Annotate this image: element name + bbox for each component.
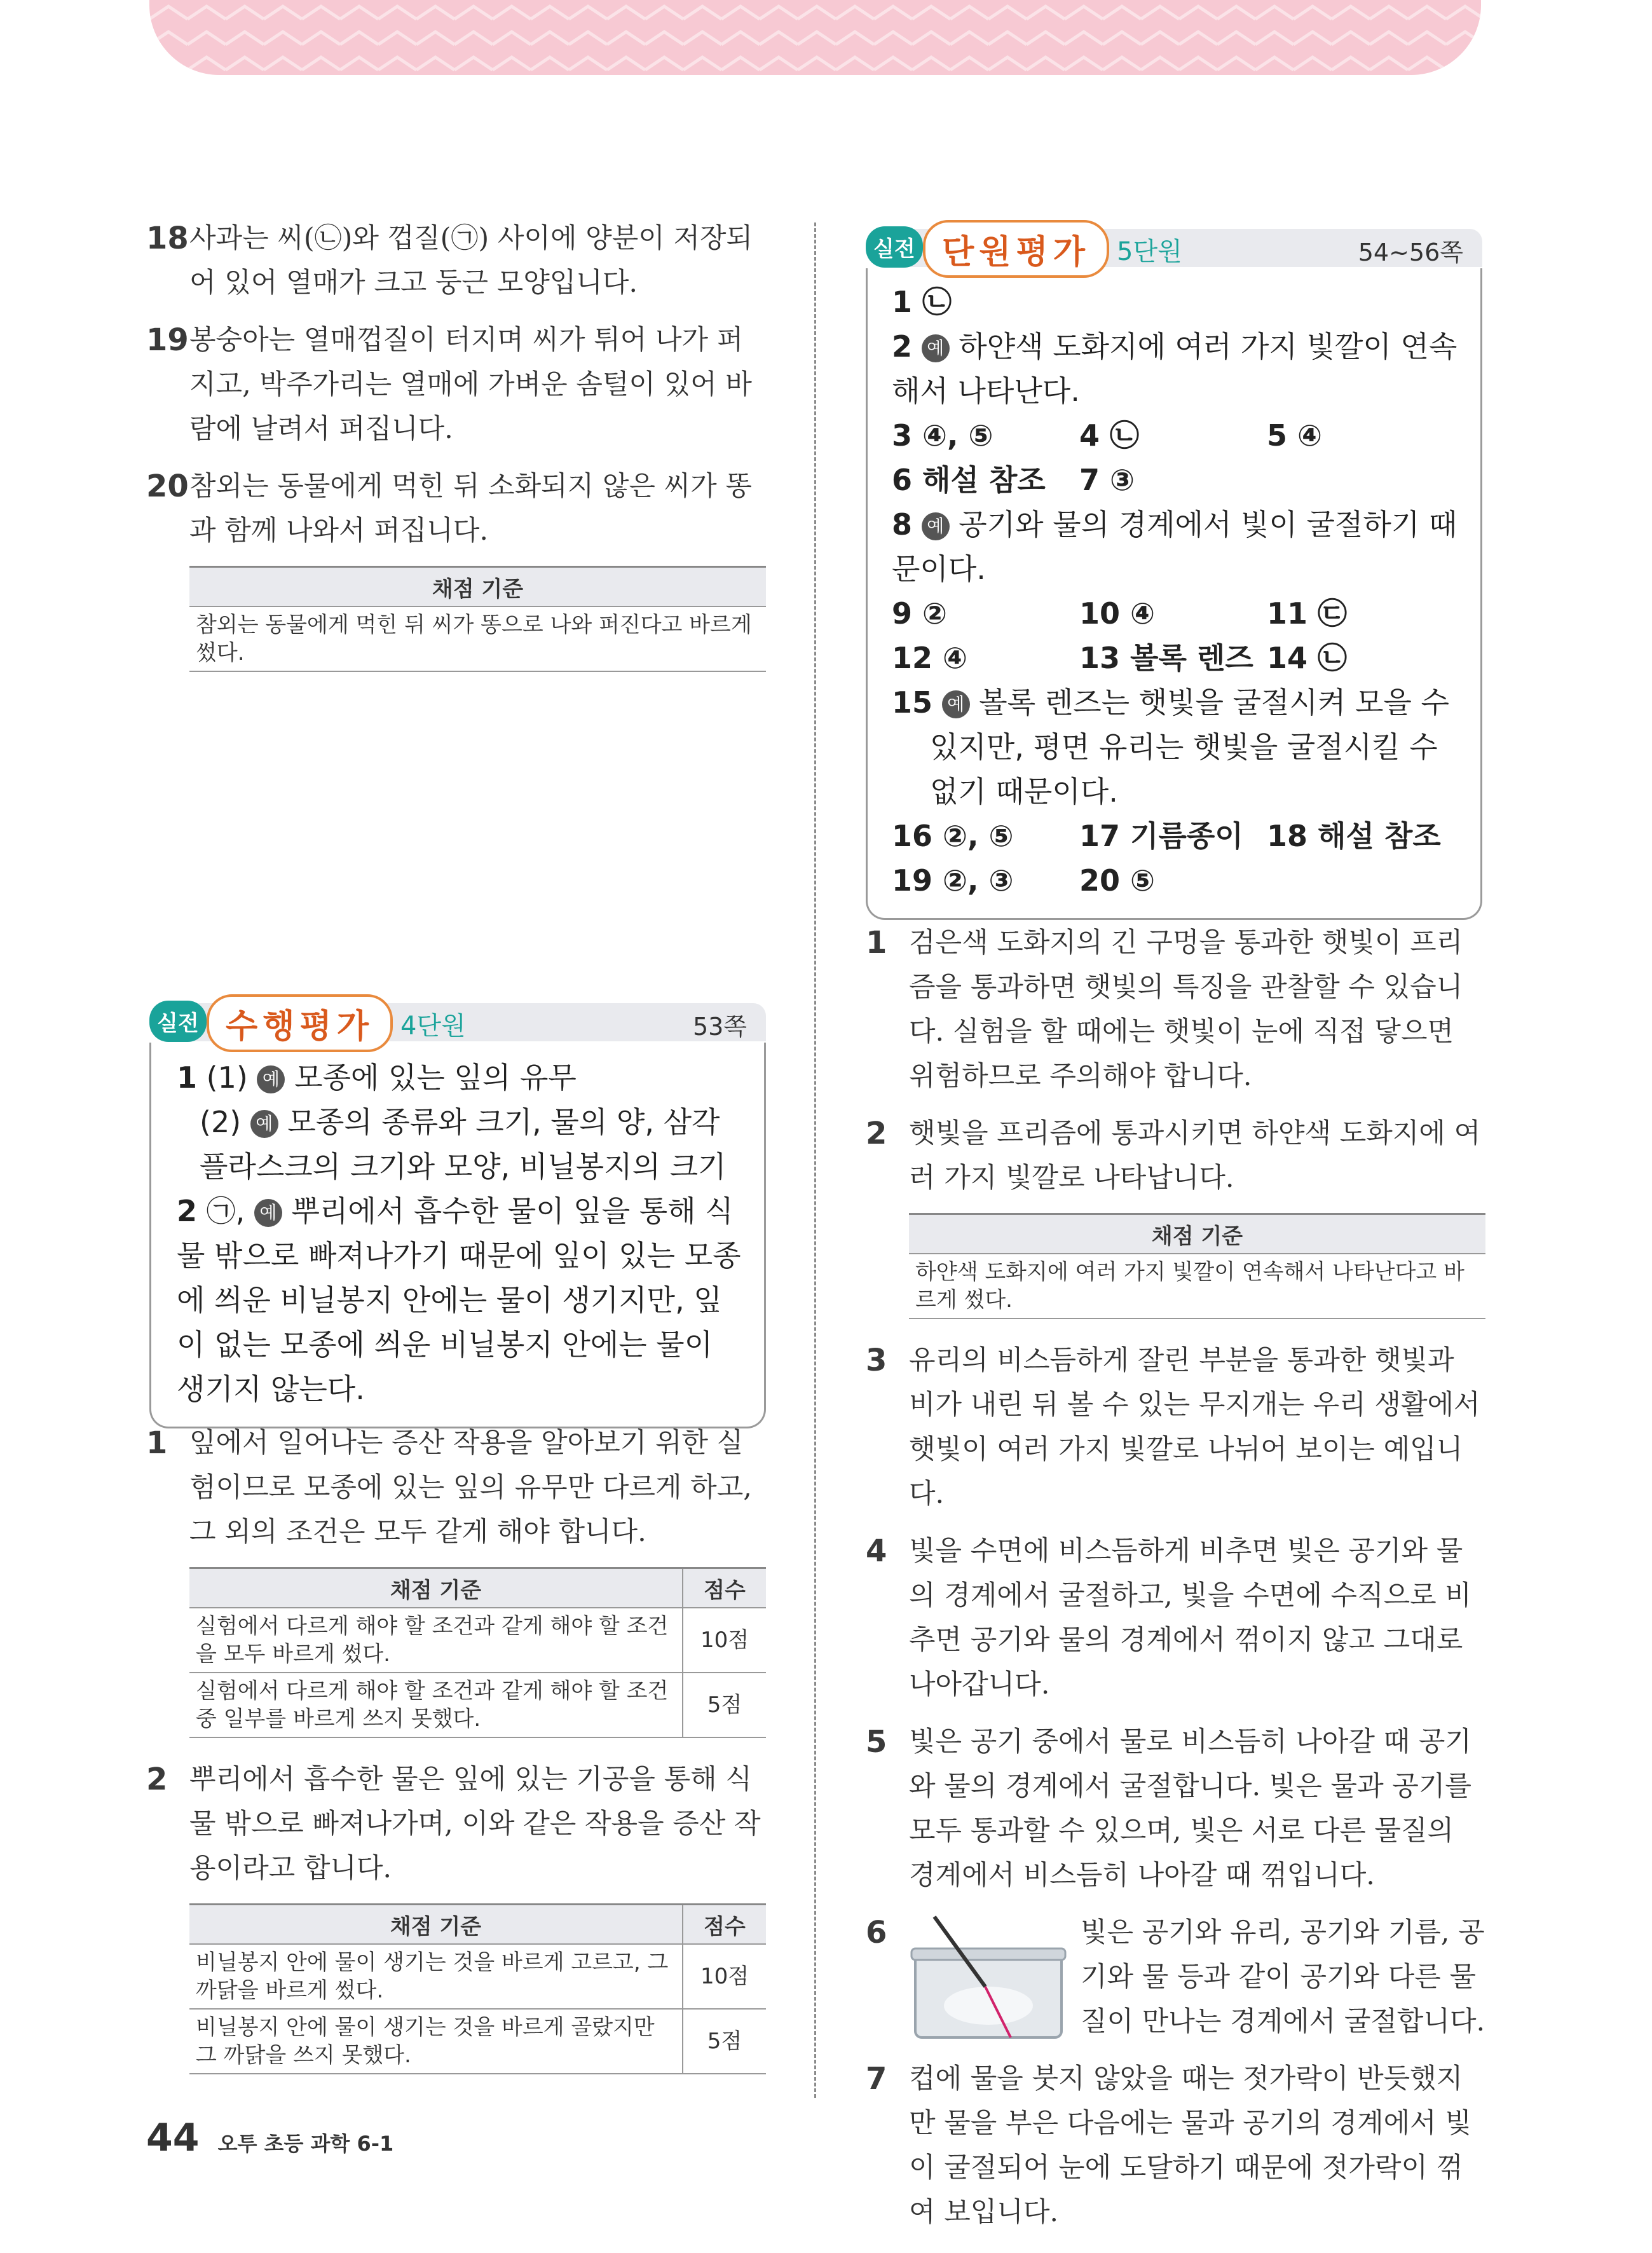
right-column-explanations xyxy=(866,921,1485,2247)
explanation-5 xyxy=(866,1720,1485,1898)
item-number: 6 xyxy=(866,1915,887,1950)
box-header xyxy=(866,224,1482,271)
example-badge: 예 xyxy=(250,1110,278,1138)
answer-text: 볼록 렌즈는 햇빛을 굴절시켜 모을 수 있지만, 평면 유리는 햇빛을 굴절시킬 수 없기 때문이다. xyxy=(930,685,1449,809)
criteria-table-20 xyxy=(189,566,766,672)
answer: 7 ③ xyxy=(1079,463,1135,497)
answer: 9 ② xyxy=(892,596,947,631)
answer: 5 ④ xyxy=(1267,418,1322,453)
score: 10점 xyxy=(683,1608,766,1673)
page-number: 44 xyxy=(146,2116,200,2160)
box-title: 수행평가 xyxy=(207,994,393,1052)
explanation-1 xyxy=(866,921,1485,1099)
criteria-text: 실험에서 다르게 해야 할 조건과 같게 해야 할 조건을 모두 바르게 썼다. xyxy=(189,1608,683,1673)
score-header: 점수 xyxy=(683,1905,766,1945)
criteria-header: 채점 기준 xyxy=(189,1568,683,1608)
answer-number: 2 xyxy=(177,1194,198,1228)
item-number: 4 xyxy=(866,1533,887,1569)
example-badge: 예 xyxy=(922,512,950,540)
criteria-table-2 xyxy=(189,1903,766,2074)
criteria-header: 채점 기준 xyxy=(909,1214,1485,1254)
criteria-text: 실험에서 다르게 해야 할 조건과 같게 해야 할 조건 중 일부를 바르게 쓰지 못했다. xyxy=(189,1673,683,1737)
score: 5점 xyxy=(683,1673,766,1737)
explanation-7 xyxy=(866,2057,1485,2235)
item-text: 사과는 씨(㉡)와 껍질(㉠) 사이에 양분이 저장되어 있어 열매가 크고 둥근 모양입니다. xyxy=(189,223,753,299)
answer-text: 공기와 물의 경계에서 빛이 굴절하기 때문이다. xyxy=(892,507,1457,586)
example-badge: 예 xyxy=(942,690,970,718)
item-text: 뿌리에서 흡수한 물은 잎에 있는 기공을 통해 식물 밖으로 빠져나가며, 이와 같은 작용을 증산 작용이라고 합니다. xyxy=(189,1763,761,1884)
column-divider xyxy=(814,223,816,2098)
explanation-6 xyxy=(866,1910,1485,2044)
experiment-illustration xyxy=(909,1910,1068,2044)
answer-row xyxy=(892,858,1461,903)
book-title: 오투 초등 과학 6-1 xyxy=(217,2132,394,2156)
page-range: 53쪽 xyxy=(692,1013,747,1041)
item-text: 햇빛을 프리즘에 통과시키면 하얀색 도화지에 여러 가지 빛깔로 나타납니다. xyxy=(909,1118,1481,1194)
item-text: 유리의 비스듬하게 잘린 부분을 통과한 햇빛과 비가 내린 뒤 볼 수 있는 무지개는 우리 생활에서 햇빛이 여러 가지 빛깔로 나뉘어 보이는 예입니다. xyxy=(909,1345,1480,1510)
page-footer xyxy=(146,2116,393,2160)
criteria-table-2 xyxy=(909,1213,1485,1319)
item-number: 2 xyxy=(866,1116,887,1151)
answer-row xyxy=(892,280,1461,324)
answer-row xyxy=(892,636,1461,680)
unit-label: 5단원 xyxy=(1117,237,1182,266)
item-text: 빛은 공기와 유리, 공기와 기름, 공기와 물 등과 같이 공기와 다른 물질이 만나는 경계에서 굴절합니다. xyxy=(1081,1917,1485,2037)
box-body xyxy=(149,1043,766,1428)
sub-label: (1) xyxy=(206,1060,248,1095)
criteria-text: 참외는 동물에게 먹힌 뒤 씨가 똥으로 나와 퍼진다고 바르게 썼다. xyxy=(189,606,766,671)
item-text: 봉숭아는 열매껍질이 터지며 씨가 튀어 나가 퍼지고, 박주가리는 열매에 가벼운 솜털이 있어 바람에 날려서 퍼집니다. xyxy=(189,324,752,445)
answer-row xyxy=(892,324,1461,413)
criteria-header: 채점 기준 xyxy=(189,567,766,607)
score-header: 점수 xyxy=(683,1568,766,1608)
performance-assessment-box xyxy=(149,998,766,1428)
explanation-2 xyxy=(146,1757,766,1891)
explanation-2 xyxy=(866,1111,1485,1200)
item-text: 컵에 물을 붓지 않았을 때는 젓가락이 반듯했지만 물을 부은 다음에는 물과 공기의 경계에서 빛이 굴절되어 눈에 도달하기 때문에 젓가락이 꺾여 보입니다. xyxy=(909,2063,1471,2228)
answer-20 xyxy=(146,464,766,553)
left-column-bottom xyxy=(146,1421,766,2093)
item-number: 2 xyxy=(146,1762,168,1797)
answer: 1 ㉡ xyxy=(892,285,952,319)
item-number: 7 xyxy=(866,2061,887,2097)
answer-text: 하얀색 도화지에 여러 가지 빛깔이 연속해서 나타난다. xyxy=(892,329,1457,408)
answer-text: 모종에 있는 잎의 유무 xyxy=(294,1060,577,1095)
answer: 20 ⑤ xyxy=(1079,863,1155,898)
criteria-text: 비닐봉지 안에 물이 생기는 것을 바르게 고르고, 그 까닭을 바르게 썼다. xyxy=(189,1944,683,2009)
answer: 12 ④ xyxy=(892,641,967,675)
item-text: 참외는 동물에게 먹힌 뒤 소화되지 않은 씨가 똥과 함께 나와서 퍼집니다. xyxy=(189,470,752,547)
item-number: 19 xyxy=(146,322,189,358)
answer-row xyxy=(892,458,1461,502)
answer-number: 15 xyxy=(892,685,933,720)
explanation-4 xyxy=(866,1529,1485,1707)
answer: 17 기름종이 xyxy=(1079,819,1243,853)
top-banner xyxy=(149,0,1481,75)
item-number: 20 xyxy=(146,469,189,504)
answer-row xyxy=(892,591,1461,636)
zigzag-pattern xyxy=(149,0,1481,75)
score: 5점 xyxy=(683,2009,766,2074)
criteria-text: 비닐봉지 안에 물이 생기는 것을 바르게 골랐지만 그 까닭을 쓰지 못했다. xyxy=(189,2009,683,2074)
answer: 10 ④ xyxy=(1079,596,1155,631)
answer-number: 8 xyxy=(892,507,913,542)
box-header xyxy=(149,998,766,1046)
answer: 6 해설 참조 xyxy=(892,463,1046,497)
perf-answer-1-1 xyxy=(177,1055,745,1100)
sub-label: (2) xyxy=(200,1105,242,1139)
answer-row xyxy=(892,814,1461,858)
box-title: 단원평가 xyxy=(923,220,1109,278)
example-badge: 예 xyxy=(922,334,950,362)
answer: 18 해설 참조 xyxy=(1267,819,1441,853)
score: 10점 xyxy=(683,1944,766,2009)
item-text: 빛을 수면에 비스듬하게 비추면 빛은 공기와 물의 경계에서 굴절하고, 빛을 수면에 수직으로 비추면 공기와 물의 경계에서 꺾이지 않고 그대로 나아갑니다. xyxy=(909,1535,1471,1701)
left-column xyxy=(146,216,766,691)
answer-text: 모종의 종류와 크기, 물의 양, 삼각 플라스크의 크기와 모양, 비닐봉지의 크기 xyxy=(200,1105,727,1184)
answer-row xyxy=(892,502,1461,591)
sub-label: ㉠, xyxy=(206,1194,245,1228)
box-body xyxy=(866,268,1482,920)
answer: 3 ④, ⑤ xyxy=(892,418,993,453)
criteria-table-1 xyxy=(189,1567,766,1738)
answer-row xyxy=(892,680,1461,814)
answer-19 xyxy=(146,318,766,451)
item-text: 빛은 공기 중에서 물로 비스듬히 나아갈 때 공기와 물의 경계에서 굴절합니다. 빛은 물과 공기를 모두 통과할 수 있으며, 빛은 서로 다른 물질의 경계에서 비스듬히 나아갈 때 꺾입니다. xyxy=(909,1726,1471,1891)
answer: 11 ㉢ xyxy=(1267,596,1348,631)
item-number: 5 xyxy=(866,1724,887,1760)
perf-answer-1-2 xyxy=(177,1100,745,1189)
perf-answer-2 xyxy=(177,1189,745,1411)
answer: 16 ②, ⑤ xyxy=(892,819,1014,853)
explanation-1 xyxy=(146,1421,766,1554)
criteria-text: 하얀색 도화지에 여러 가지 빛깔이 연속해서 나타난다고 바르게 썼다. xyxy=(909,1254,1485,1318)
answer-number: 1 xyxy=(177,1060,198,1095)
answer: 4 ㉡ xyxy=(1079,418,1140,453)
answer-number: 2 xyxy=(892,329,913,364)
explanation-3 xyxy=(866,1338,1485,1516)
practice-tag: 실전 xyxy=(866,226,923,268)
item-text: 잎에서 일어나는 증산 작용을 알아보기 위한 실험이므로 모종에 있는 잎의 유무만 다르게 하고, 그 외의 조건은 모두 같게 해야 합니다. xyxy=(189,1427,752,1548)
item-number: 3 xyxy=(866,1343,887,1378)
answer: 19 ②, ③ xyxy=(892,863,1014,898)
unit-label: 4단원 xyxy=(400,1011,466,1041)
criteria-header: 채점 기준 xyxy=(189,1905,683,1945)
answer-18 xyxy=(146,216,766,305)
answer: 13 볼록 렌즈 xyxy=(1079,641,1253,675)
item-number: 1 xyxy=(866,925,887,961)
item-number: 18 xyxy=(146,221,189,256)
item-text: 검은색 도화지의 긴 구멍을 통과한 햇빛이 프리즘을 통과하면 햇빛의 특징을 관찰할 수 있습니다. 실험을 할 때에는 햇빛이 눈에 직접 닿으면 위험하므로 주의해야 합니다. xyxy=(909,927,1463,1092)
example-badge: 예 xyxy=(254,1199,282,1227)
answer-text: 뿌리에서 흡수한 물이 잎을 통해 식물 밖으로 빠져나가기 때문에 잎이 있는 모종에 씌운 비닐봉지 안에는 물이 생기지만, 잎이 없는 모종에 씌운 비닐봉지 안에는 물이 생기지 않는다. xyxy=(177,1194,741,1406)
item-number: 1 xyxy=(146,1425,168,1461)
example-badge: 예 xyxy=(257,1065,285,1093)
answer: 14 ㉡ xyxy=(1267,641,1348,675)
unit-assessment-box xyxy=(866,224,1482,920)
answer-row xyxy=(892,413,1461,458)
practice-tag: 실전 xyxy=(149,1001,207,1042)
page-range: 54~56쪽 xyxy=(1358,238,1463,266)
